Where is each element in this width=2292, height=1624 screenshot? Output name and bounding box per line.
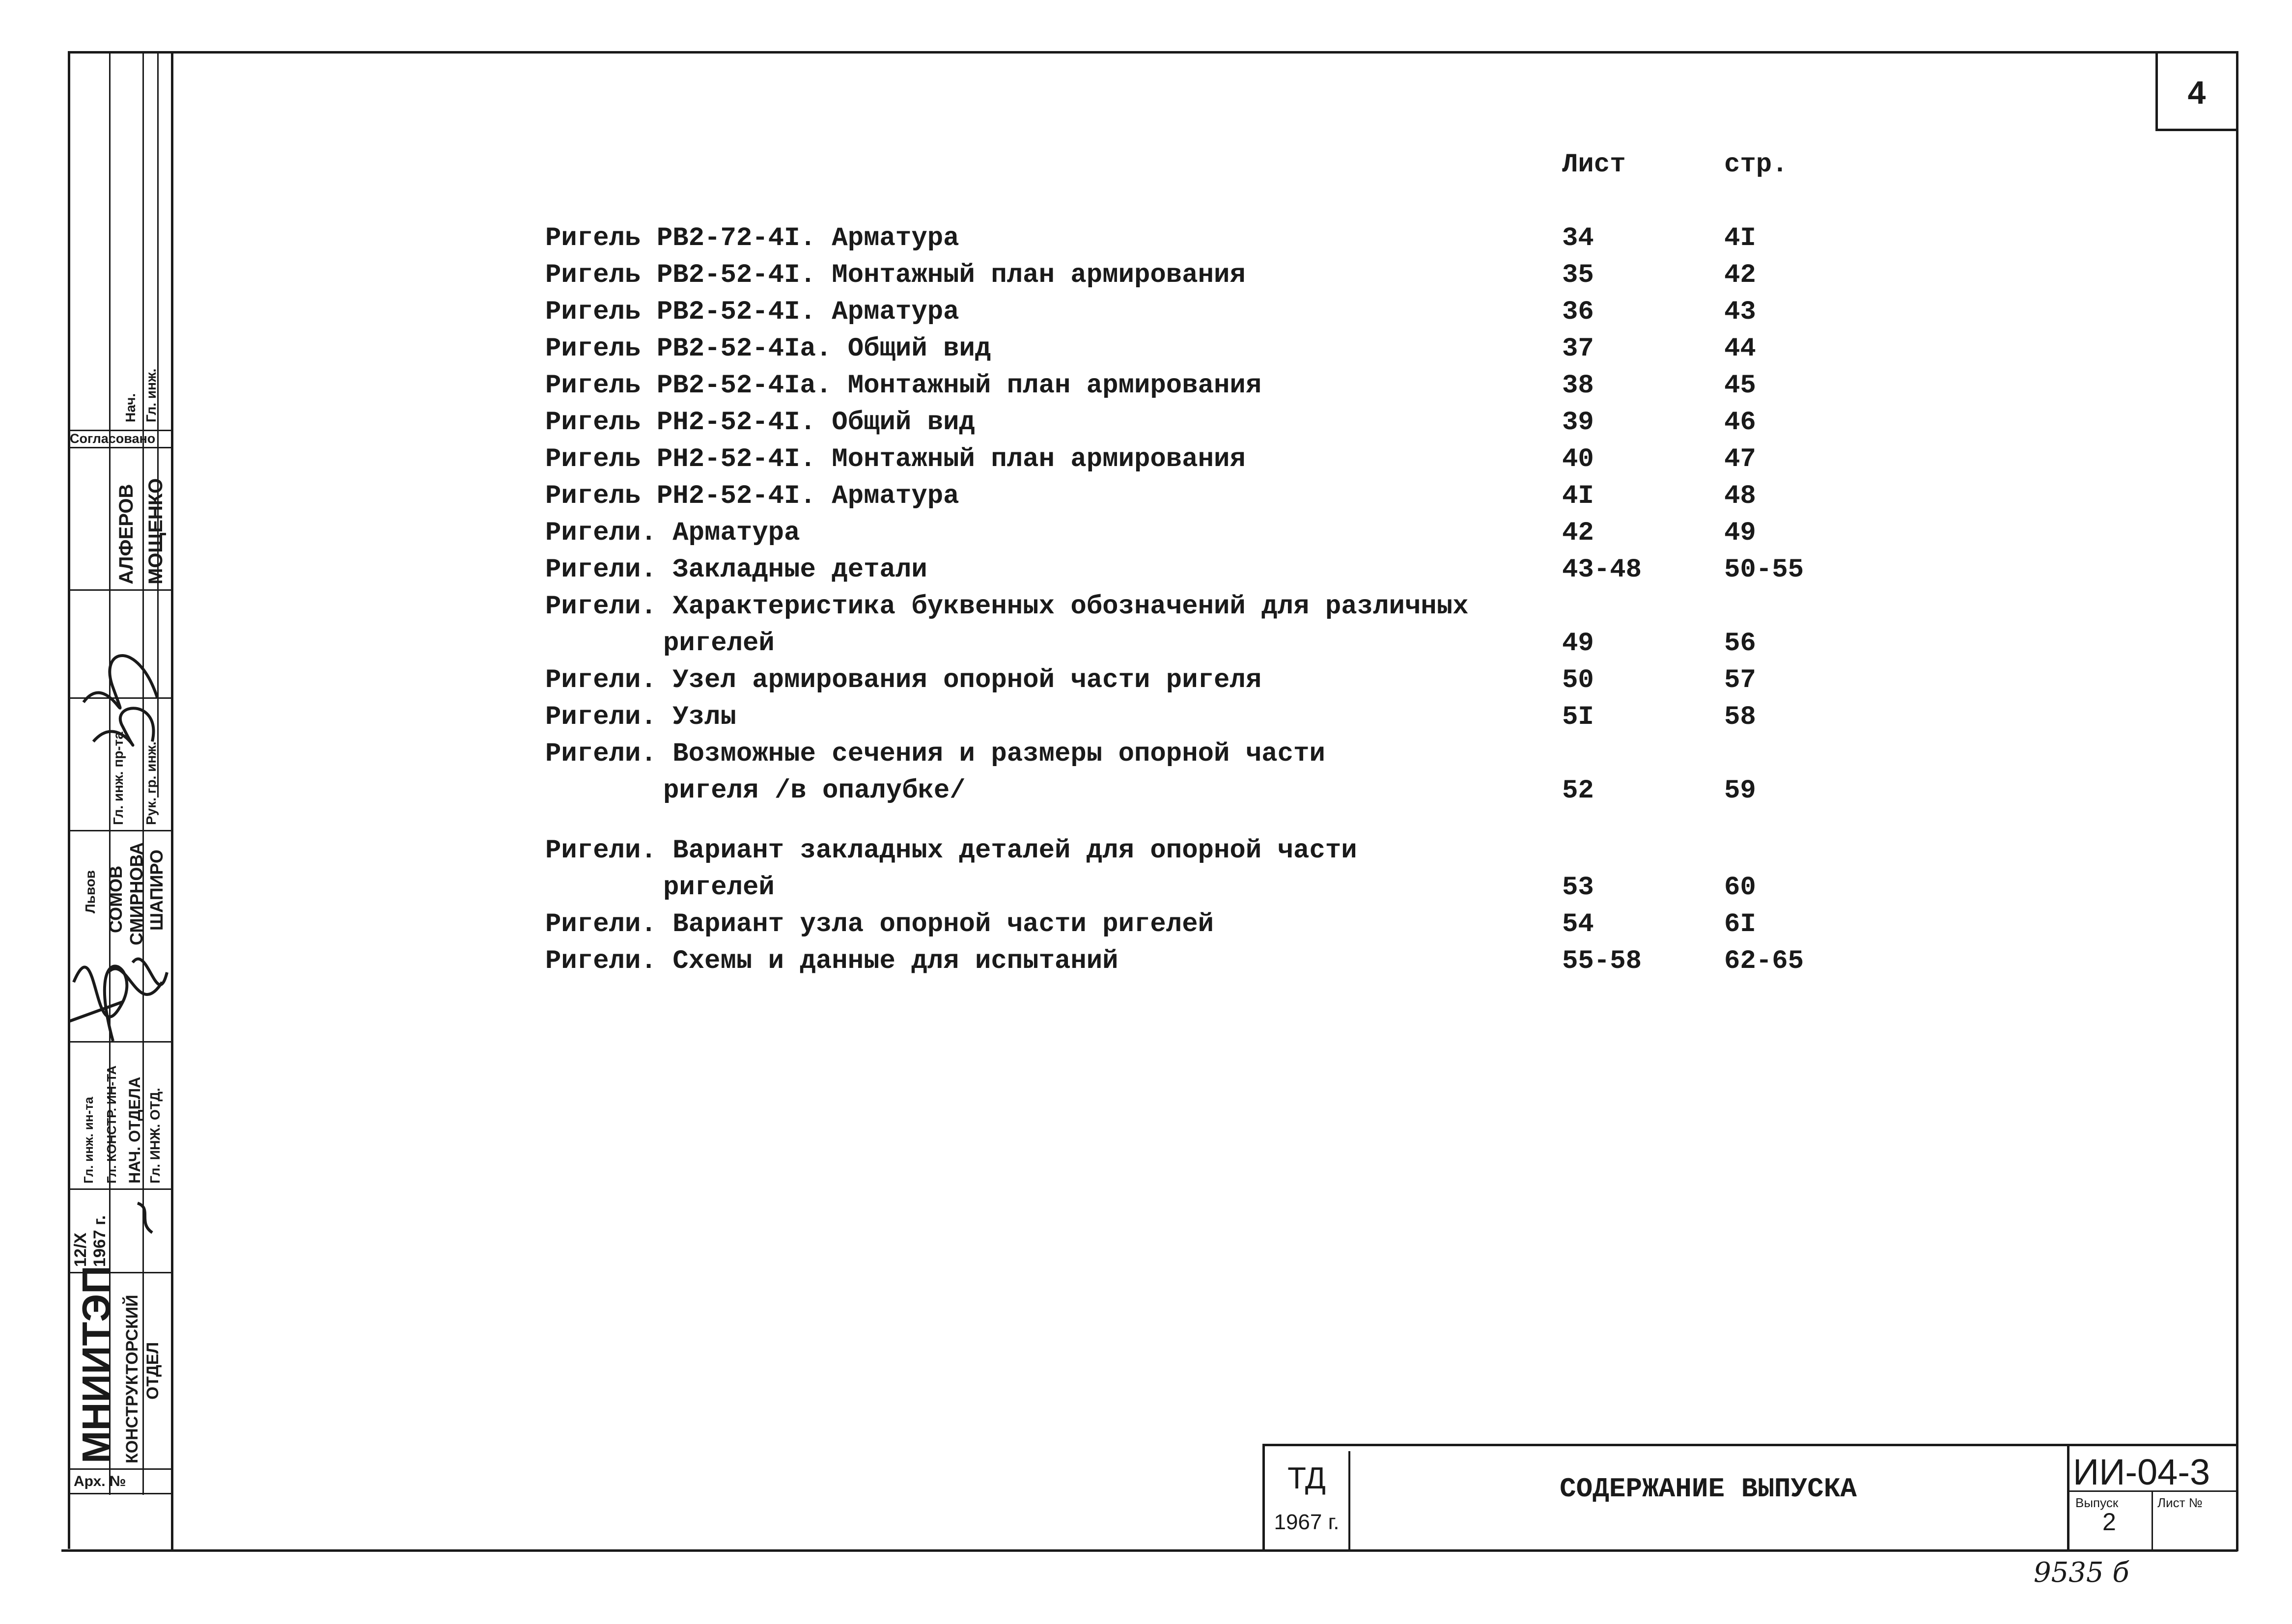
dash-mark	[133, 1198, 162, 1238]
document-code: ИИ-04-3	[2073, 1452, 2210, 1492]
name-shapiro: ШАПИРО	[146, 850, 167, 931]
dept-line-2: ОТДЕЛ	[143, 1342, 162, 1400]
list-item: Ригели. Вариант закладных деталей для опорной части	[545, 836, 1357, 866]
column-header-sheet: Лист	[1562, 150, 1626, 180]
org-name: МНИИТЭП	[74, 1266, 118, 1463]
label-soglasovano: Согласовано	[70, 431, 156, 446]
list-item-continuation: ригеля /в опалубке/ 52 59	[663, 776, 1756, 806]
list-item: Ригель РВ2-52-4I. Арматура 36 43	[545, 297, 1756, 327]
list-item: Ригели. Характеристика буквенных обозначений для различных	[545, 592, 1469, 622]
label-gl-konstr: Гл. КОНСТР. ИН-ТА	[104, 1065, 119, 1184]
list-item: Ригели. Арматура 42 49	[545, 518, 1756, 548]
label-ruk-gr: Рук. гр. инж.	[143, 742, 159, 825]
name-smirnova: СМИРНОВА	[126, 842, 146, 945]
label-gl-inzh-prta: Гл. инж. пр-та	[111, 732, 126, 825]
name-somov: СОМОВ	[106, 865, 126, 933]
list-item: Ригели. Закладные детали 43-48 50-55	[545, 555, 1804, 585]
list-item-continuation: ригелей 49 56	[663, 629, 1756, 659]
dept-line-1: КОНСТРУКТОРСКИЙ	[123, 1294, 141, 1463]
list-item: Ригель РВ2-72-4I. Арматура 34 4I	[545, 223, 1756, 253]
name-moshchenko: МОЩЕНКО	[145, 478, 167, 584]
name-lvov: Львов	[83, 870, 98, 913]
label-nach: Нач.	[123, 393, 138, 422]
list-item: Ригели. Вариант узла опорной части ригелей 54 6I	[545, 909, 1756, 939]
list-item: Ригель РН2-52-4I. Общий вид 39 46	[545, 408, 1756, 438]
sheet-number-label: Лист №	[2157, 1495, 2203, 1510]
issue-number: 2	[2102, 1508, 2116, 1536]
issue-label: Выпуск	[2075, 1495, 2119, 1510]
label-gl-inzh-otd: Гл. ИНЖ. ОТД.	[147, 1088, 163, 1184]
name-alferov: АЛФЕРОВ	[115, 484, 137, 584]
list-item: Ригели. Возможные сечения и размеры опорной части	[545, 739, 1325, 769]
arch-label: Арх. №	[74, 1473, 126, 1489]
frame-bottom	[61, 1549, 2237, 1552]
label-nach-otdela: НАЧ. ОТДЕЛА	[126, 1076, 143, 1184]
date-line-1: 12/Х	[71, 1233, 90, 1267]
td-label: ТД	[1287, 1461, 1326, 1495]
date-line-2: 1967 г.	[90, 1215, 109, 1267]
label-gl-inzh: Гл. инж.	[143, 368, 159, 422]
label-gl-inzh-inta: Гл. инж. ин-та	[81, 1097, 96, 1184]
frame-top	[69, 51, 2237, 54]
sheet-title: СОДЕРЖАНИЕ ВЫПУСКА	[1560, 1473, 1857, 1505]
page-number: 4	[2187, 74, 2206, 110]
list-item: Ригель РН2-52-4I. Арматура 4I 48	[545, 481, 1756, 511]
list-item: Ригель РВ2-52-4Iа. Общий вид 37 44	[545, 334, 1756, 364]
list-item: Ригели. Узел армирования опорной части ригеля 50 57	[545, 665, 1756, 695]
list-item-continuation: ригелей 53 60	[663, 873, 1756, 903]
td-year: 1967 г.	[1274, 1510, 1340, 1534]
list-item: Ригели. Узлы 5I 58	[545, 702, 1756, 732]
list-item: Ригель РВ2-52-4Iа. Монтажный план армирования 38 45	[545, 371, 1756, 401]
column-header-page: стр.	[1724, 150, 1788, 180]
list-item: Ригель РН2-52-4I. Монтажный план армирования 40 47	[545, 444, 1756, 474]
list-item: Ригель РВ2-52-4I. Монтажный план армирования 35 42	[545, 260, 1756, 290]
list-item: Ригели. Схемы и данные для испытаний 55-58 62-65	[545, 946, 1804, 976]
footer-note: 9535 б	[2034, 1557, 2129, 1589]
